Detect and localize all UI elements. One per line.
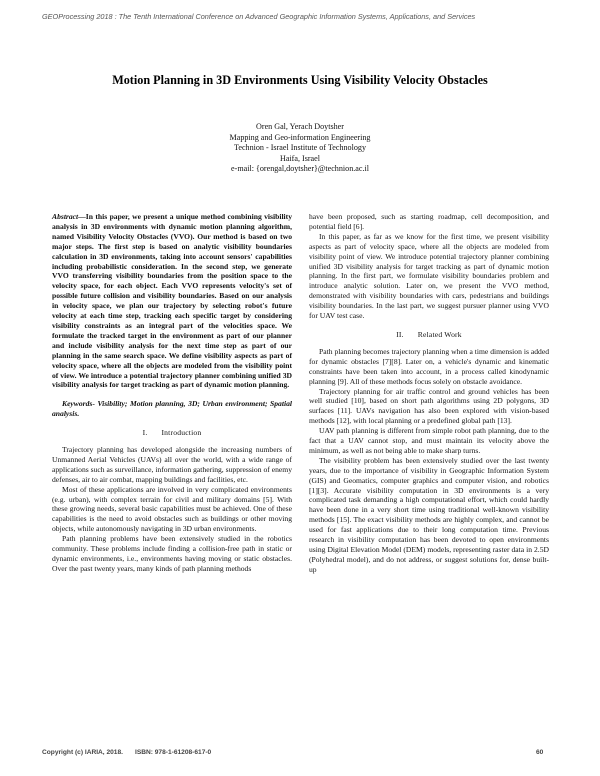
conference-header: GEOProcessing 2018 : The Tenth International Conference on Advanced Geographic Information Systems, Applications, and Services xyxy=(42,12,476,21)
abstract-lead: Abstract xyxy=(52,212,79,221)
keywords: Keywords- Visibility; Motion planning, 3D; Urban environment; Spatial analysis. xyxy=(52,399,292,419)
paragraph-continued: have been proposed, such as starting roadmap, cell decomposition, and potential field [6]. xyxy=(309,212,549,231)
paragraph: The visibility problem has been extensively studied over the last twenty years, due to the importance of visibility in Geographic Information System (GIS) and Geomatics, computer graphics and computer vision, and robotics [1][3]. Accurate visibility computation in 3D environments is a very complicated task demanding a high computational effort, which could hardly have been done in a very short time using traditional well-known visibility methods [15]. The exact visibility methods are highly complex, and cannot be used for fast applications due to their long computation time. Previous research in visibility computation has been devoted to open environments using Digital Elevation Model (DEM) models, representing raster data in 2.5D (Polyhedral model), and do not address, or suggest solutions for, dense built-up xyxy=(309,455,549,574)
abstract-text: —In this paper, we present a unique method combining visibility analysis in 3D environments with dynamic motion planning algorithm, named Visibility Velocity Obstacles (VVO). Our method is based on two major steps. The first step is based on analytic visibility boundaries calculation in 3D environments, taking into account sensors' capabilities including probabilistic consideration. In the second step, we generate VVO transferring visibility boundaries from the position space to the velocity space, for each object. Each VVO represents velocity's set of possible future collision and visibility boundaries. Based on our analysis in velocity space, we plan our trajectory by selecting robot's future velocity at each time step, tracking each specific target by considering visibility constraints as an integral part of the velocities space. We formulate the tracked target in the environment as part of our planner and include visibility analysis for the next time step as part of our planning in the same search space. We define visibility aspects as part of velocity space, where all the objects are modeled from the visibility point of view. We introduce a potential trajectory planner combining unified 3D visibility analysis for target tracking as part of dynamic motion planning. xyxy=(52,212,292,390)
paragraph: In this paper, as far as we know for the first time, we present visibility aspects as part of velocity space, where all the objects are modeled from visibility point of view. We introduce potential trajectory planner combining unified 3D visibility analysis for target tracking as part of dynamic motion planning. In the first part, we formulate visibility boundaries problem and introduce analytic solution. Later on, we present the VVO method, demonstrated with visibility boundaries with cars, pedestrians and buildings visibility boundaries. In the last part, we suggest pursuer planner using VVO for UAV test case. xyxy=(309,231,549,321)
page-number: 60 xyxy=(536,749,544,756)
paragraph: Path planning becomes trajectory planning when a time dimension is added for dynamic obstacles [7][8]. Later on, a vehicle's dynamic and kinematic constraints have been taken into account, in a process called kinodynamic planning [9]. All of these methods focus solely on obstacle avoidance. xyxy=(309,346,549,386)
paragraph: Trajectory planning has developed alongside the increasing numbers of Unmanned Aerial Vehicles (UAVs) all over the world, with a wide range of applications such as surveillance, information gathering, suppression of enemy defenses, air to air combat, mapping buildings and facilities, etc. xyxy=(52,445,292,484)
paragraph: Trajectory planning for air traffic control and ground vehicles has been well studied [10], based on short path algorithms using 2D polygons, 3D surfaces [11]. UAVs navigation has also been explored with vision-based methods [12], with local planning or a predefined global path [13]. xyxy=(309,386,549,426)
abstract xyxy=(52,212,292,390)
section-title: Related Work xyxy=(417,329,462,339)
section-title: Introduction xyxy=(161,428,202,438)
footer-copyright xyxy=(42,749,211,756)
author-email: e-mail: {orengal,doytsher}@technion.ac.il xyxy=(231,164,369,174)
author-block xyxy=(0,122,600,175)
author-affiliation-department: Mapping and Geo-information Engineering xyxy=(229,132,371,142)
copyright: Copyright (c) IARIA, 2018. xyxy=(42,749,123,756)
isbn: ISBN: 978-1-61208-617-0 xyxy=(134,749,212,756)
paragraph: Most of these applications are involved in very complicated environments (e.g. urban), with complex terrain for civil and military domains [5]. With these growing needs, several basic capabilities must be achieved. One of these capabilities is the need to avoid obstacles such as buildings or other moving objects, while autonomously navigating in 3D urban environments. xyxy=(52,484,292,534)
right-column xyxy=(309,212,549,575)
section-number: I. xyxy=(142,428,148,438)
section-heading-introduction xyxy=(52,428,292,438)
author-city: Haifa, Israel xyxy=(280,153,320,163)
left-column xyxy=(52,212,292,574)
paper-title: Motion Planning in 3D Environments Using Visibility Velocity Obstacles xyxy=(112,73,488,87)
paragraph: Path planning problems have been extensively studied in the robotics community. These problems include finding a collision-free path in static or dynamic environments, i.e., environments having moving or static obstacles. Over the past twenty years, many kinds of path planning methods xyxy=(52,534,292,573)
section-number: II. xyxy=(396,329,404,339)
author-affiliation-institution: Technion - Israel Institute of Technology xyxy=(233,143,366,153)
paragraph: UAV path planning is different from simple robot path planning, due to the fact that a UAV cannot stop, and must maintain its velocity above the minimum, as well as not being able to make sharp turns. xyxy=(309,426,549,455)
section-heading-related-work xyxy=(309,330,549,340)
author-names: Oren Gal, Yerach Doytsher xyxy=(256,122,344,131)
